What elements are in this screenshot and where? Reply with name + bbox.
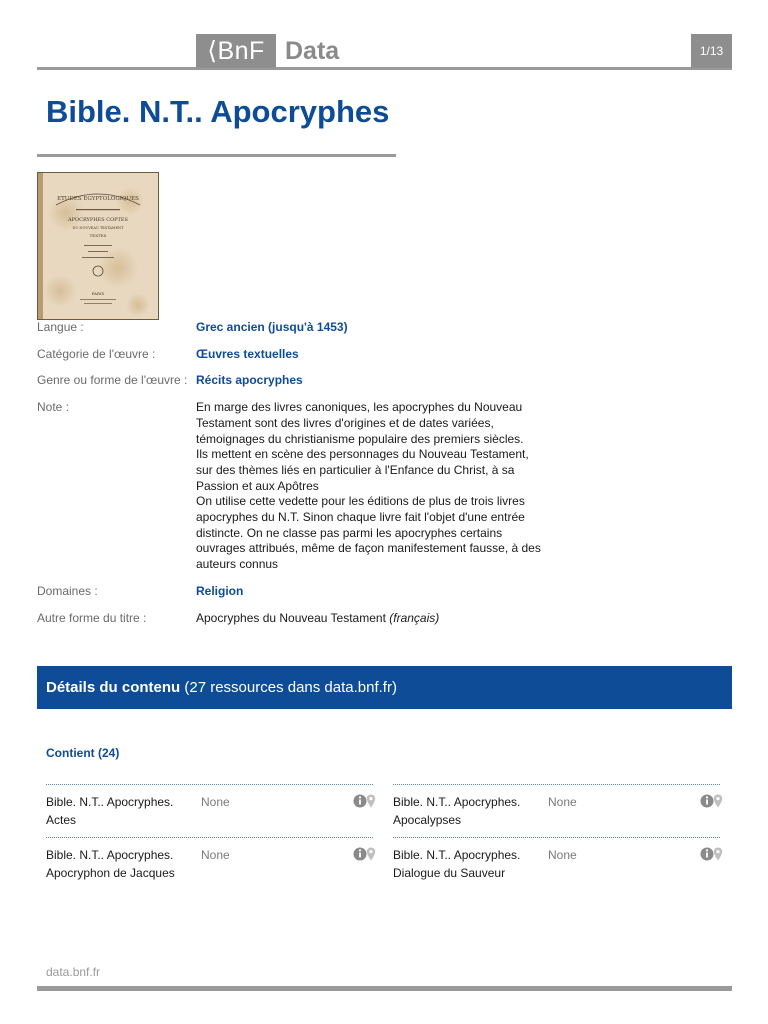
- content-item[interactable]: [393, 837, 720, 890]
- property-row-domaines: [37, 584, 567, 600]
- content-item-icons: [353, 846, 377, 862]
- location-pin-icon[interactable]: [367, 795, 375, 808]
- note-line: distincte. On ne classe pas parmi les apocryphes certains: [196, 525, 503, 540]
- content-item[interactable]: [46, 837, 373, 890]
- cover-title-line: APOCRYPHES COPTES: [68, 217, 128, 223]
- data-logo-text[interactable]: Data: [285, 37, 340, 65]
- property-row-note: [37, 400, 567, 573]
- note-line: On utilise cette vedette pour les éditions de plus de trois livres: [196, 494, 525, 509]
- cover-title-line: ETUDES EGYPTOLOGIQUES: [57, 196, 139, 202]
- note-text: [196, 400, 561, 573]
- property-value-link[interactable]: Œuvres textuelles: [196, 346, 299, 361]
- info-icon[interactable]: [354, 795, 367, 808]
- properties-list: [37, 318, 567, 626]
- content-item-date: None: [548, 795, 577, 809]
- content-item[interactable]: [393, 784, 720, 837]
- note-line: témoignages du christianisme populaire des premiers siècles.: [196, 431, 524, 446]
- location-pin-icon[interactable]: [714, 848, 722, 861]
- content-item-title[interactable]: Bible. N.T.. Apocryphes. Dialogue du Sauveur: [393, 848, 521, 880]
- property-label: Domaines :: [37, 583, 98, 598]
- content-item-date: None: [201, 848, 230, 862]
- book-cover-image[interactable]: [37, 172, 159, 320]
- content-item[interactable]: [46, 784, 373, 837]
- location-pin-icon[interactable]: [367, 848, 375, 861]
- footer-url[interactable]: data.bnf.fr: [46, 965, 101, 979]
- content-item-icons: [700, 793, 724, 809]
- property-label: Catégorie de l'œuvre :: [37, 346, 156, 361]
- cover-title-line: TEXTES: [89, 233, 107, 238]
- property-row-genre: [37, 373, 567, 389]
- note-line: ouvrages attribués, même de façon manifestement fausse, à des: [196, 541, 541, 556]
- content-item-icons: [353, 793, 377, 809]
- title-rule: [37, 154, 396, 157]
- info-icon[interactable]: [701, 848, 714, 861]
- content-item-date: None: [548, 848, 577, 862]
- content-item-title[interactable]: Bible. N.T.. Apocryphes. Actes: [46, 795, 174, 827]
- property-row-langue: [37, 320, 567, 336]
- property-value-link[interactable]: Grec ancien (jusqu'à 1453): [196, 320, 348, 334]
- cover-title-line: PARIS: [91, 291, 105, 296]
- note-line: apocryphes du N.T. Sinon chaque livre fait l'objet d'une entrée: [196, 510, 525, 525]
- property-row-categorie: [37, 347, 567, 363]
- alternate-title-language: (français): [389, 610, 440, 625]
- content-item-title[interactable]: Bible. N.T.. Apocryphes. Apocalypses: [393, 795, 521, 827]
- note-line: sur des thèmes liés en particulier à l'Enfance du Christ, à sa: [196, 462, 515, 477]
- details-banner: [37, 666, 732, 709]
- property-row-autre-forme: [37, 611, 567, 627]
- page-title: Bible. N.T.. Apocryphes: [46, 94, 390, 129]
- footer-rule: [37, 986, 732, 991]
- note-line: En marge des livres canoniques, les apocryphes du Nouveau: [196, 400, 523, 415]
- content-item-date: None: [201, 795, 230, 809]
- bnf-logo[interactable]: ⟨BnF: [196, 34, 276, 68]
- content-item-title[interactable]: Bible. N.T.. Apocryphes. Apocryphon de Jacques: [46, 848, 175, 880]
- property-value-link[interactable]: Religion: [196, 583, 244, 598]
- property-value: [196, 611, 561, 627]
- content-item-icons: [700, 846, 724, 862]
- note-line: auteurs connus: [196, 557, 279, 572]
- book-cover-illustration: [38, 173, 158, 319]
- contient-heading[interactable]: Contient (24): [46, 746, 120, 760]
- page-indicator: 1/13: [691, 34, 732, 68]
- info-icon[interactable]: [354, 848, 367, 861]
- note-line: Testament sont des livres d'origines et de dates variées,: [196, 415, 494, 430]
- details-heading: Détails du contenu: [46, 679, 181, 696]
- cover-title-line: DU NOUVEAU TESTAMENT: [72, 226, 124, 230]
- location-pin-icon[interactable]: [714, 795, 722, 808]
- property-label: Genre ou forme de l'œuvre :: [37, 373, 188, 388]
- alternate-title: Apocryphes du Nouveau Testament: [196, 610, 386, 625]
- property-value-link[interactable]: Récits apocryphes: [196, 373, 303, 388]
- details-count: (27 ressources dans data.bnf.fr): [184, 679, 397, 696]
- info-icon[interactable]: [701, 795, 714, 808]
- header-rule: [37, 67, 732, 70]
- property-label: Langue :: [37, 320, 84, 334]
- property-label: Autre forme du titre :: [37, 610, 147, 625]
- note-line: Passion et aux Apôtres: [196, 478, 319, 493]
- property-label: Note :: [37, 400, 70, 415]
- note-line: Ils mettent en scène des personnages du Nouveau Testament,: [196, 447, 529, 462]
